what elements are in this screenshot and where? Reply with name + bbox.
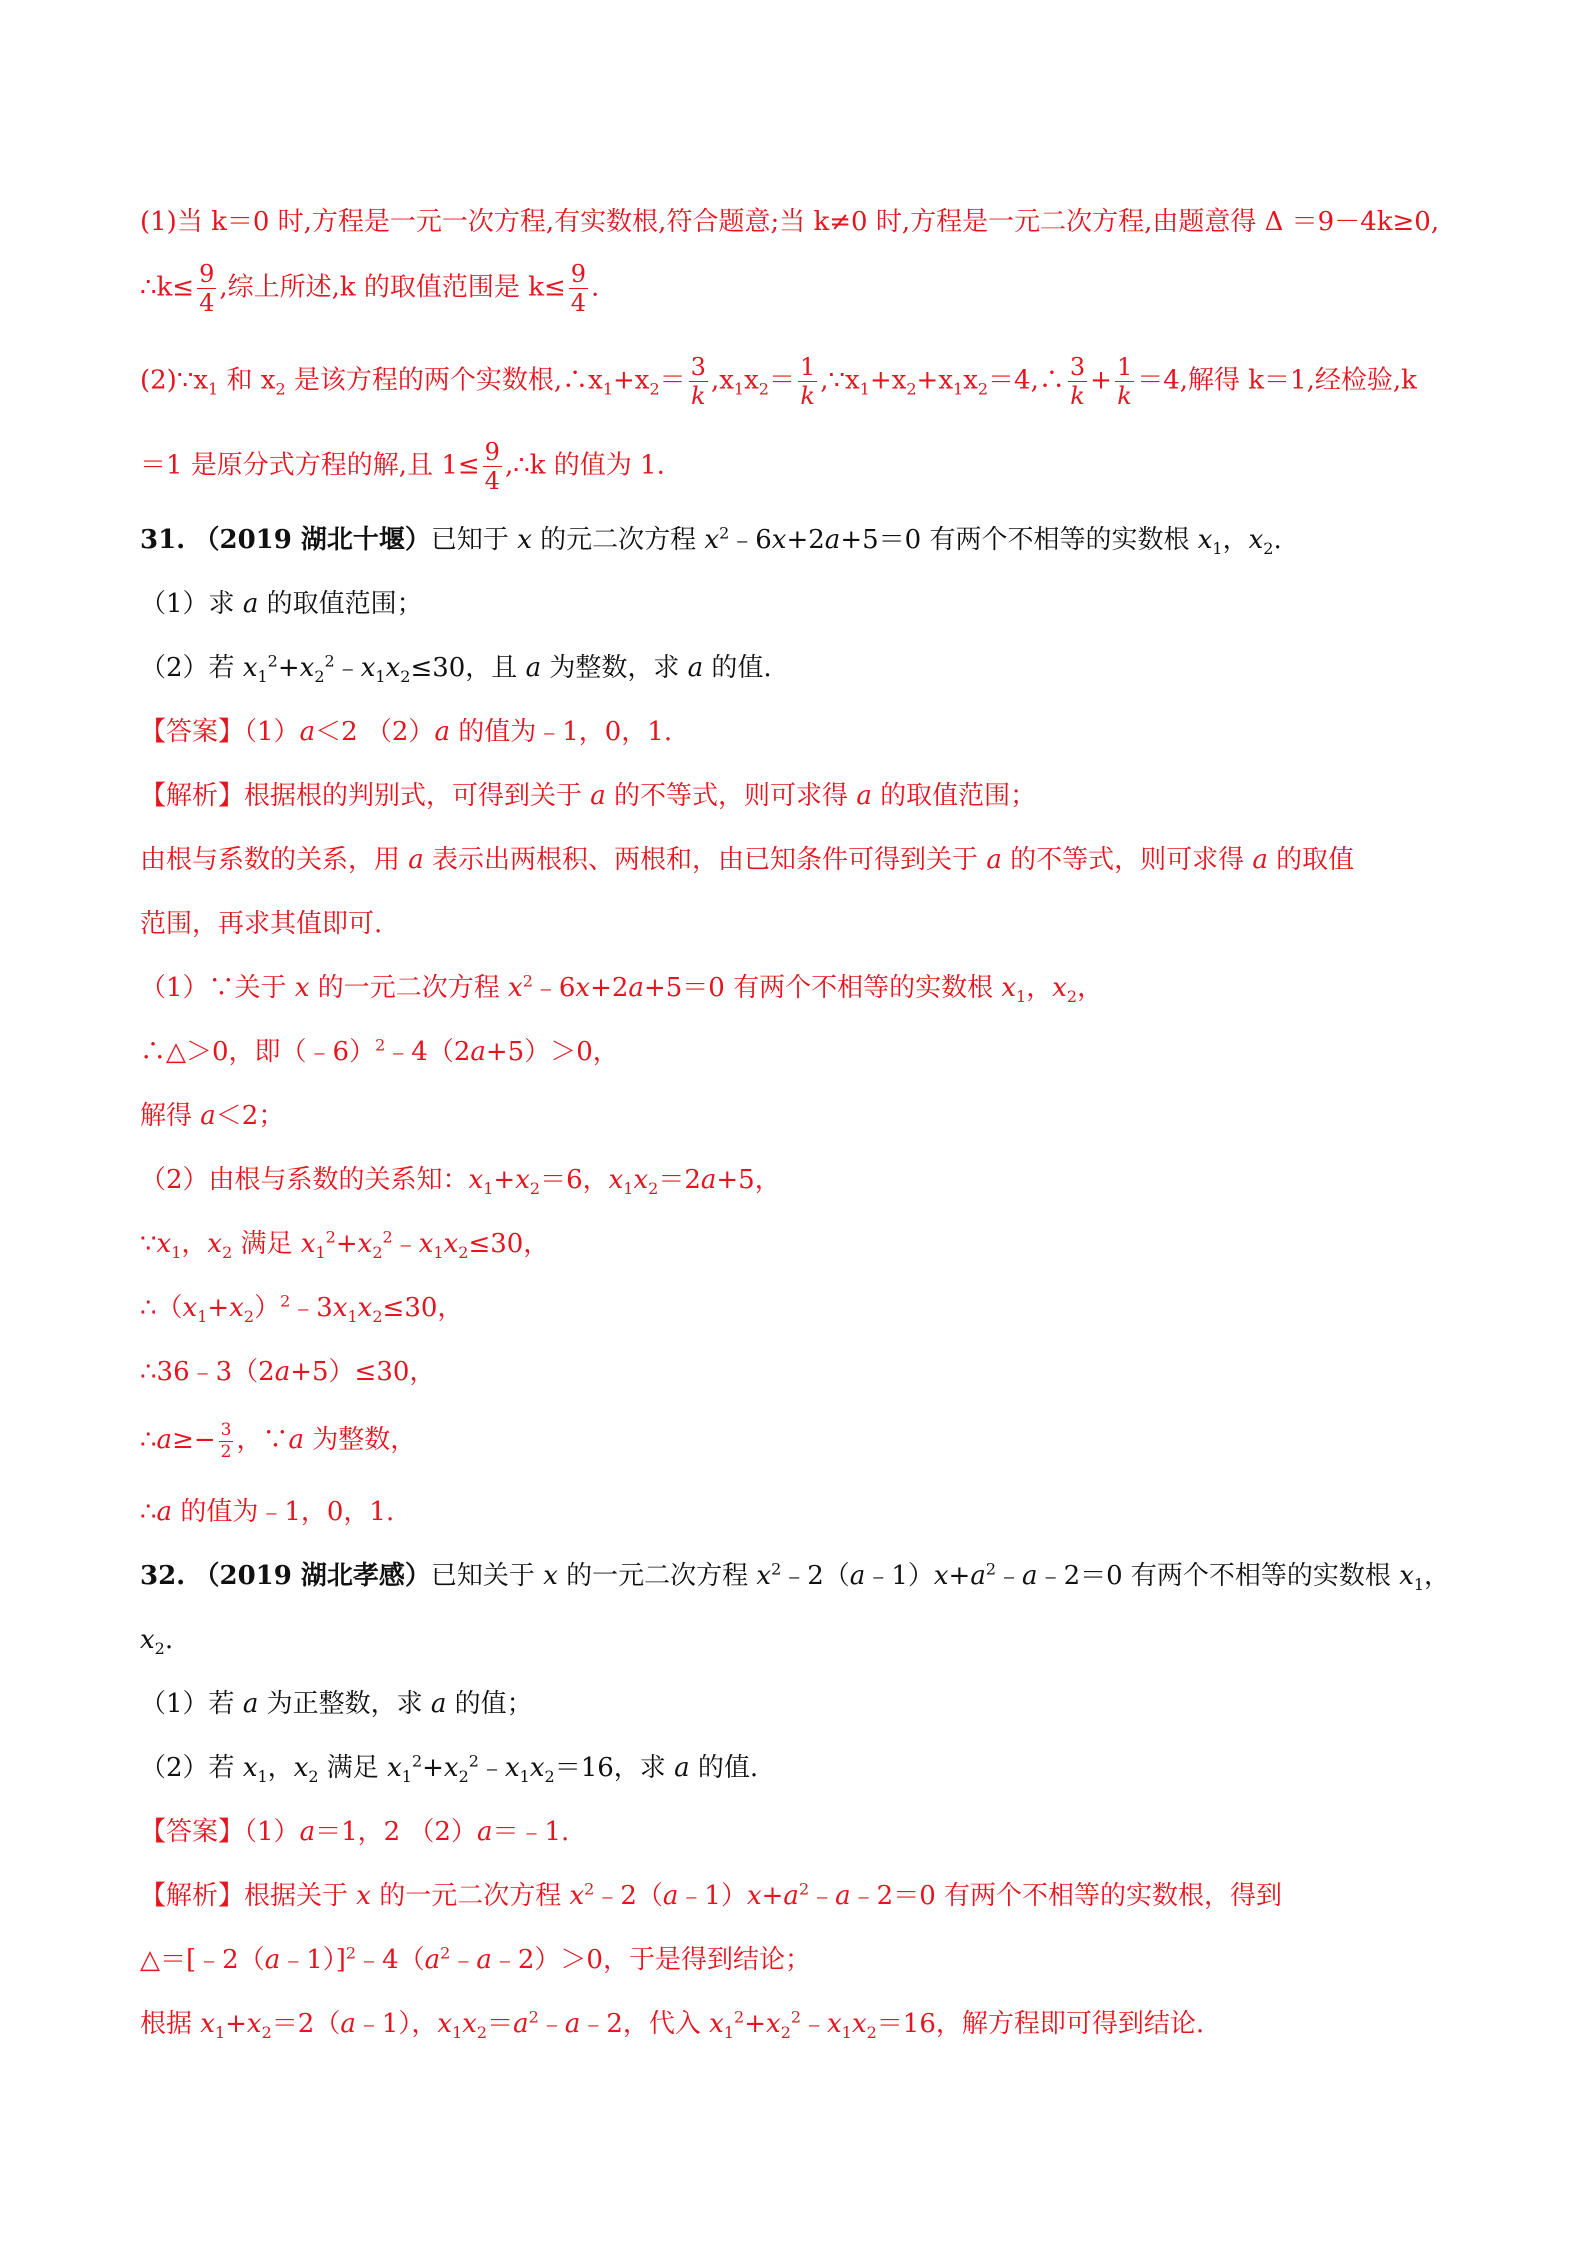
q31-step-4: （2）由根与系数的关系知：$x_1+x_2=6$，$x_1x_2=2a+5$， [140, 1165, 781, 1199]
q31-part-1: （1）求 a 的取值范围； [140, 589, 423, 619]
q32-part-2: （2）若 $x_1$，$x_2$ 满足 $x_1^2+x_2^2﹣x_1x_2=16$，求 a 的值. [140, 1751, 759, 1787]
fraction-9-4: $\frac{9}{4}$ [199, 260, 215, 317]
fraction-1-k: $\frac{1}{k}$ [1116, 353, 1133, 410]
q31-step-1: （1）∵关于 x 的一元二次方程 $x^2﹣6x+2a+5=0$ 有两个不相等的实数根 $x_1$，$x_2$， [140, 971, 1104, 1007]
analysis-tag: 【解析】 [140, 1881, 245, 1911]
q32-stem: 32. （2019 湖北孝感）已知关于 x 的一元二次方程 $x^2﹣2(a﹣1)x+a^2﹣a﹣2=0$ 有两个不相等的实数根 $x_1$， [140, 1559, 1451, 1595]
q31-stem: 31. （2019 湖北十堰）已知于 x 的元二次方程 $x^2﹣6x+2a+5=0$ 有两个不相等的实数根 $x_1$，$x_2$. [140, 523, 1282, 559]
q32-analysis-2: $\triangle=[﹣2(a﹣1)]^2﹣4(a^2﹣a﹣2)>0$，于是得到结论； [140, 1943, 811, 1975]
prev-solution-line-2: ∴k≤ $\frac{9}{4}$ ,综上所述,k 的取值范围是 k≤ $\frac{9}{4}$ . [140, 260, 600, 317]
q32-answer: 【答案】（1）a＝1，2 （2）a＝﹣1. [140, 1817, 570, 1847]
answer-tag: 【答案】 [140, 717, 245, 747]
q32-analysis-1: 【解析】根据关于 x 的一元二次方程 $x^2﹣2(a﹣1)x+a^2﹣a﹣2=0$ 有两个不相等的实数根，得到 [140, 1879, 1283, 1911]
q31-step-5: $\because x_1$，$x_2$ 满足 $x_1^2+x_2^2﹣x_1x_2\le 30$， [140, 1227, 550, 1263]
prev-solution-line-3: $(2)\because x_1$ 和 $x_2$ 是该方程的两个实数根$,\therefore x_1+x_2=$ $\frac{3}{k}$ $,x_1x_2=$ $\frac{1}{k}$ $,\because x_1+x_2+x_1x_2=4,\therefore$ $\frac{3}{k}$ + $\frac{1}{k}$ ＝4,解得 k＝1,经检验,k [140, 353, 1417, 410]
fraction-9-4: $\frac{9}{4}$ [570, 260, 587, 317]
q32-stem-cont: $x_2$. [140, 1625, 174, 1659]
prev-solution-line-1: (1)当 k＝0 时,方程是一元一次方程,有实数根,符合题意;当 k≠0 时,方程是一元二次方程,由题意得 Δ ＝9－4k≥0, [140, 207, 1440, 237]
fraction-9-4: $\frac{9}{4}$ [484, 438, 500, 495]
q31-analysis-1: 【解析】根据根的判别式，可得到关于 a 的不等式，则可求得 a 的取值范围； [140, 781, 1037, 811]
q31-analysis-3: 范围，再求其值即可. [140, 909, 383, 939]
q31-part-2: （2）若 $x_1^2+x_2^2﹣x_1x_2\le 30$，且 a 为整数，求 a 的值. [140, 651, 772, 687]
analysis-tag: 【解析】 [140, 781, 245, 811]
q31-step-8: ∴a≥− $\frac{3}{2}$ ，∵a 为整数， [140, 1419, 417, 1462]
q31-step-2: ∴△＞0，即（﹣6）$^2$﹣4（2a+5）＞0， [140, 1035, 619, 1067]
q31-step-3: 解得 a＜2； [140, 1101, 285, 1131]
prev-solution-line-4: ＝1 是原分式方程的解,且 1≤ $\frac{9}{4}$ ,∴k 的值为 1. [140, 438, 665, 495]
q32-part-1: （1）若 a 为正整数，求 a 的值； [140, 1689, 533, 1719]
q31-step-7: ∴36﹣3（2a+5）≤30， [140, 1357, 436, 1387]
q31-answer: 【答案】（1）a＜2 （2）a 的值为﹣1，0，1. [140, 717, 673, 747]
fraction-1-k: $\frac{1}{k}$ [799, 353, 816, 410]
fraction-3-2: $\frac{3}{2}$ [220, 1419, 232, 1462]
q32-source: （2019 湖北孝感） [193, 1561, 431, 1591]
q32-number: 32. [140, 1561, 186, 1591]
answer-tag: 【答案】 [140, 1817, 245, 1847]
fraction-3-k: $\frac{3}{k}$ [690, 353, 706, 410]
q31-number: 31. [140, 525, 186, 555]
q31-source: （2019 湖北十堰） [193, 525, 431, 555]
q31-step-6: $\therefore(x_1+x_2)^2﹣3x_1x_2\le 30$， [140, 1291, 464, 1327]
q31-analysis-2: 由根与系数的关系，用 a 表示出两根积、两根和，由已知条件可得到关于 a 的不等式，则可求得 a 的取值 [140, 845, 1355, 875]
q31-step-9: ∴a 的值为﹣1，0，1. [140, 1497, 395, 1527]
fraction-3-k: $\frac{3}{k}$ [1069, 353, 1086, 410]
q32-analysis-3: 根据 $x_1+x_2=2(a﹣1)$，$x_1x_2=a^2﹣a﹣2$，代入 $x_1^2+x_2^2﹣x_1x_2=16$，解方程即可得到结论. [140, 2007, 1205, 2043]
